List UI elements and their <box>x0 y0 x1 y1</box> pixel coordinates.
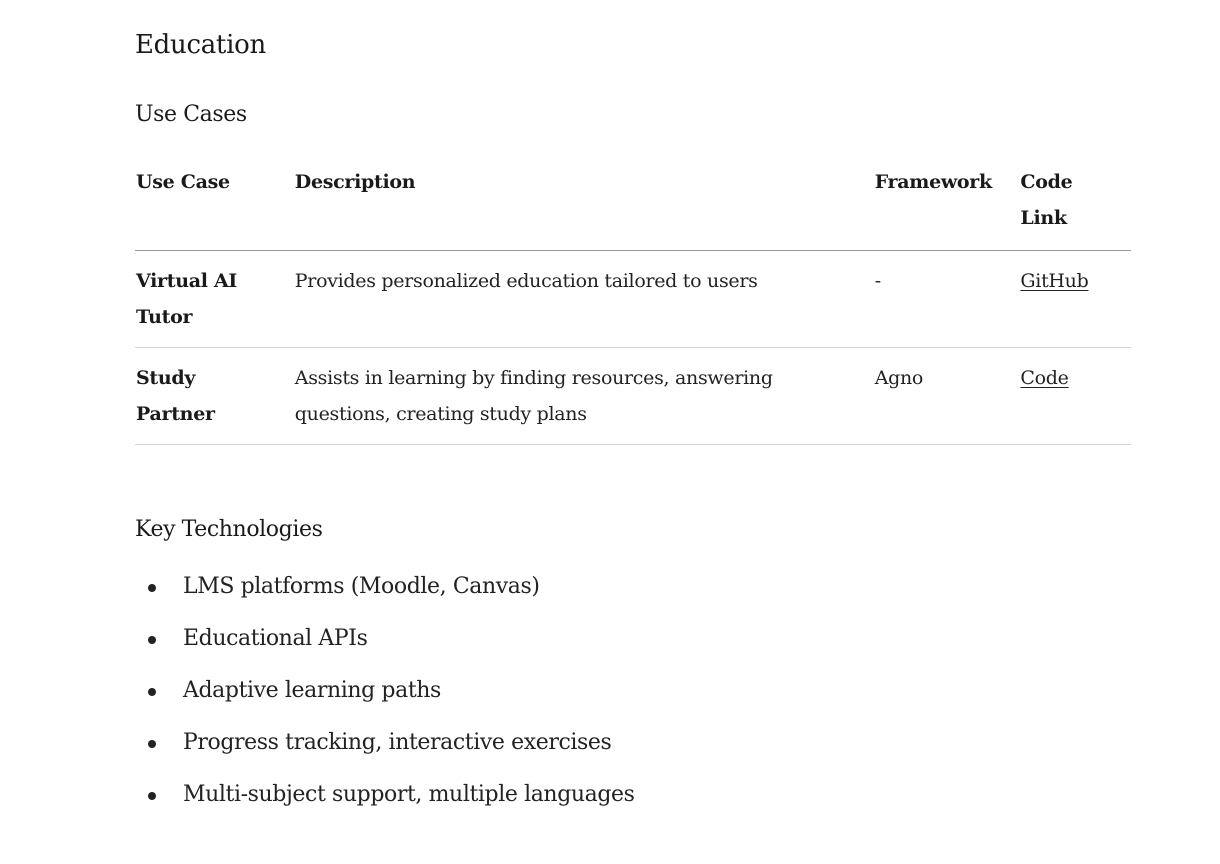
bullet-icon <box>148 740 156 748</box>
use-case-description: Provides personalized education tailored to users <box>294 270 758 292</box>
use-case-link-cell <box>1019 251 1131 348</box>
list-item <box>135 724 635 776</box>
list-item-text: Educational APIs <box>183 626 368 651</box>
use-case-framework: Agno <box>874 367 924 389</box>
use-cases-table <box>135 162 1131 445</box>
use-case-description: Assists in learning by finding resources, answering questions, creating study plans <box>294 367 773 425</box>
bullet-icon <box>148 792 156 800</box>
github-link[interactable]: GitHub <box>1020 270 1089 292</box>
column-header-code-link: Code Link <box>1020 171 1073 229</box>
column-header-framework: Framework <box>874 171 992 193</box>
use-case-name: Study Partner <box>136 367 215 425</box>
use-case-name: Virtual AI Tutor <box>136 270 237 328</box>
list-item <box>135 568 635 620</box>
use-case-link-cell <box>1019 348 1131 445</box>
bullet-icon <box>148 584 156 592</box>
key-technologies-heading: Key Technologies <box>135 517 323 542</box>
table-row <box>135 251 1131 348</box>
list-item <box>135 672 635 724</box>
list-item-text: Multi-subject support, multiple languages <box>183 782 635 807</box>
section-title: Education <box>135 30 266 60</box>
column-header-use-case: Use Case <box>136 171 230 193</box>
use-cases-heading: Use Cases <box>135 102 247 127</box>
table-row <box>135 348 1131 445</box>
list-item-text: Progress tracking, interactive exercises <box>183 730 612 755</box>
code-link[interactable]: Code <box>1020 367 1069 389</box>
list-item <box>135 620 635 672</box>
bullet-icon <box>148 636 156 644</box>
bullet-icon <box>148 688 156 696</box>
use-case-framework: - <box>874 270 881 292</box>
list-item-text: LMS platforms (Moodle, Canvas) <box>183 574 540 599</box>
key-technologies-list <box>135 568 635 828</box>
table-header-row <box>135 162 1131 251</box>
list-item <box>135 776 635 828</box>
column-header-description: Description <box>294 171 416 193</box>
list-item-text: Adaptive learning paths <box>183 678 441 703</box>
